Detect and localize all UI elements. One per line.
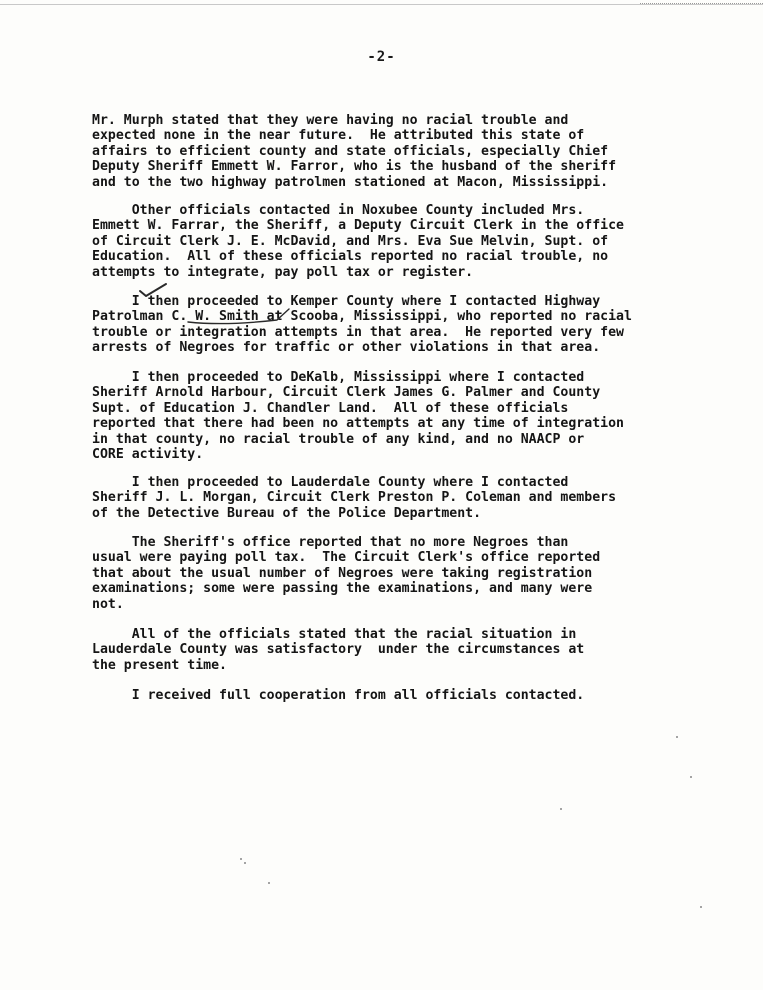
paragraph-kemper-county: I then proceeded to Kemper County where I contacted Highway Patrolman C. W. Smith at Scooba, Mississippi, who reported no racial trouble or integration attempts in that area. He reported very few arrests of Negroes for traffic or other violations in that area.	[92, 294, 632, 356]
paper-speck	[244, 862, 246, 864]
paragraph-noxubee-officials: Other officials contacted in Noxubee County included Mrs. Emmett W. Farrar, the Sheriff, a Deputy Circuit Clerk in the office of Circuit Clerk J. E. McDavid, and Mrs. Eva Sue Melvin, Supt. of Education. All of these officials reported no racial trouble, no attempts to integrate, pay poll tax or register.	[92, 203, 624, 280]
page-number: -2-	[367, 49, 396, 65]
paper-speck	[690, 776, 692, 778]
paragraph-full-cooperation: I received full cooperation from all officials contacted.	[92, 688, 585, 703]
paper-speck	[676, 736, 678, 738]
paper-speck	[700, 906, 702, 908]
paragraph-racial-situation: All of the officials stated that the racial situation in Lauderdale County was satisfactory under the circumstances at the present time.	[92, 627, 585, 673]
paper-speck	[268, 882, 270, 884]
paragraph-lauderdale-county: I then proceeded to Lauderdale County where I contacted Sheriff J. L. Morgan, Circuit Clerk Preston P. Coleman and members of the Detective Bureau of the Police Department.	[92, 475, 617, 521]
paragraph-murph-statement: Mr. Murph stated that they were having no racial trouble and expected none in the near future. He attributed this state of affairs to efficient county and state officials, especially Chief Deputy Sheriff Emmett W. Farror, who is the husband of the sheriff and to the two highway patrolmen stationed at Macon, Mississippi.	[92, 113, 617, 190]
paragraph-dekalb: I then proceeded to DeKalb, Mississippi where I contacted Sheriff Arnold Harbour, Circuit Clerk James G. Palmer and County Supt. of Education J. Chandler Land. All of these officials reported that there had been no attempts at any time of integration in that county, no racial trouble of any kind, and no NAACP or CORE activity.	[92, 370, 624, 463]
paper-speck	[240, 858, 242, 860]
paper-speck	[560, 808, 562, 810]
paragraph-sheriffs-office-report: The Sheriff's office reported that no more Negroes than usual were paying poll tax. The Circuit Clerk's office reported that about the usual number of Negroes were taking registration examinations; some were passing the examinations, and many were not.	[92, 535, 601, 612]
top-edge-rule	[0, 4, 763, 5]
handwritten-underline-mark	[185, 306, 295, 328]
corner-stamp-mark	[640, 0, 763, 4]
